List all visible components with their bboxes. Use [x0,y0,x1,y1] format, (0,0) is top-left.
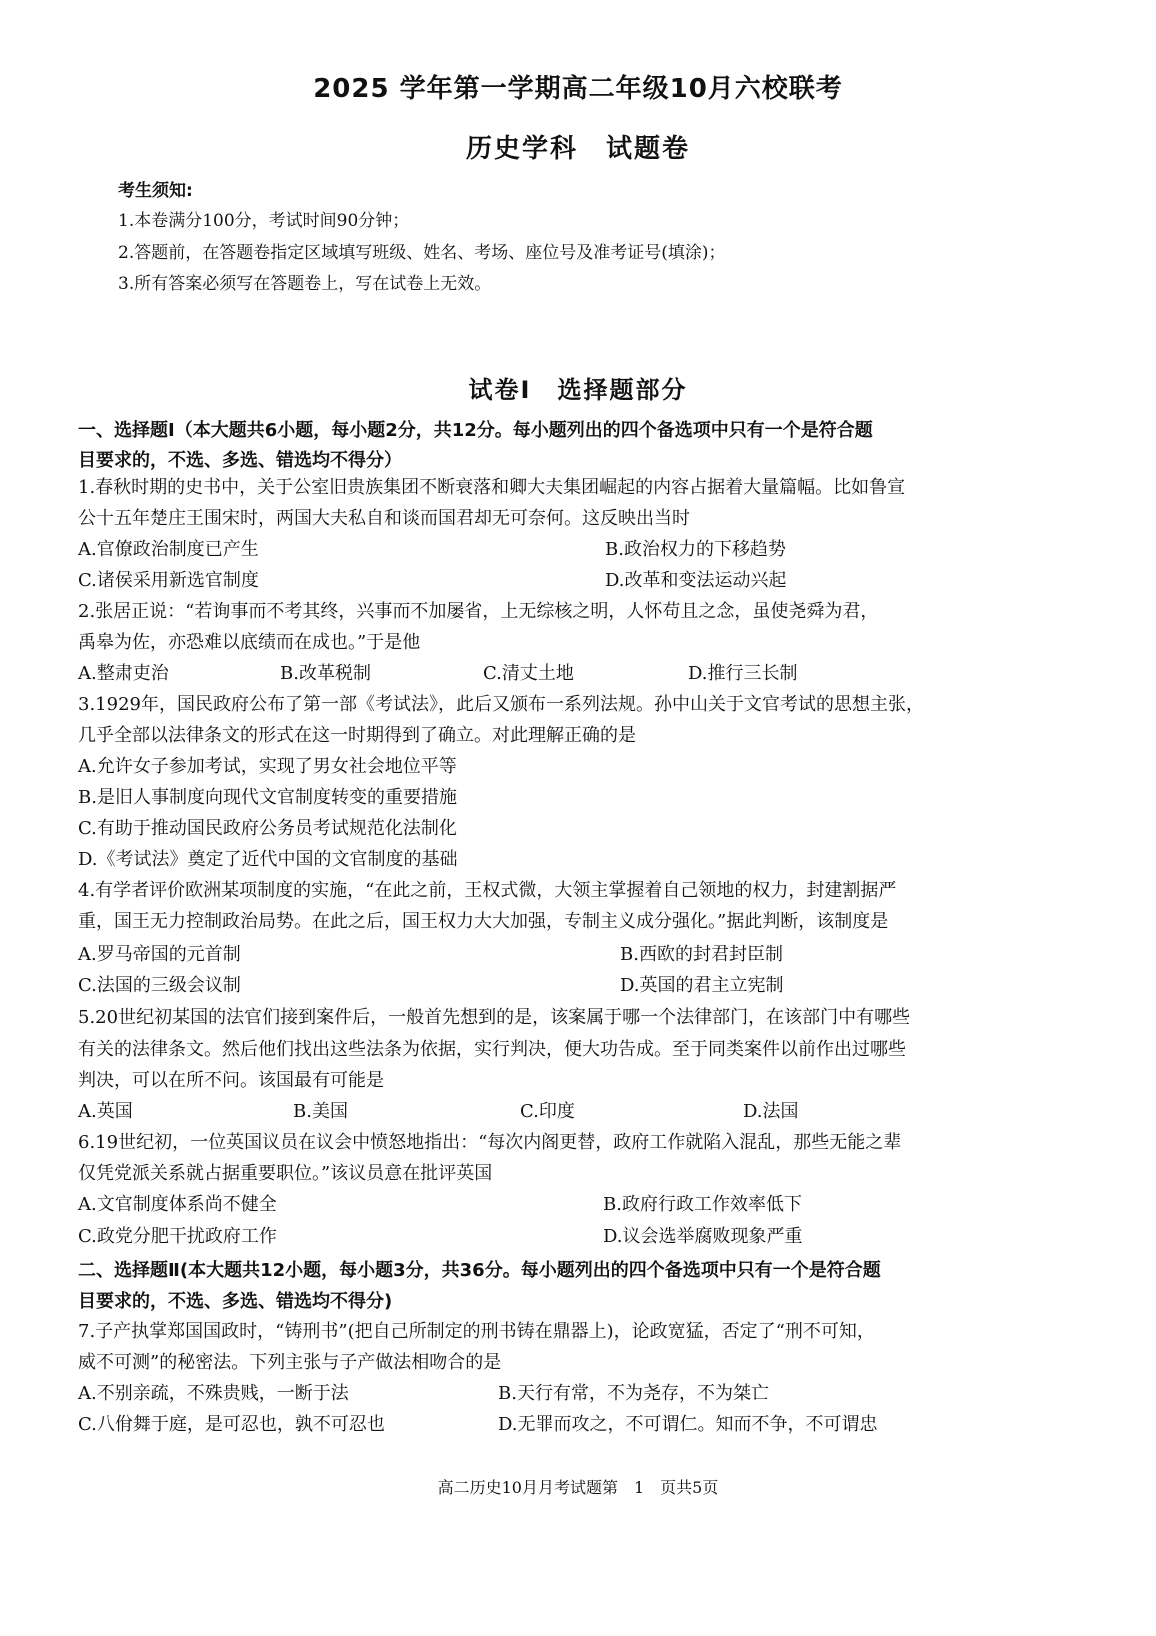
option-b: B.西欧的封君封臣制 [620,944,783,965]
option-d: D.无罪而攻之，不可谓仁。知而不争，不可谓忠 [498,1414,878,1435]
notice-item: 3.所有答案必须写在答题卷上，写在试卷上无效。 [118,274,492,294]
question-stem: 禹皋为佐，亦恐难以底绩而在成也。”于是他 [78,632,421,653]
option-d: D.《考试法》奠定了近代中国的文官制度的基础 [78,849,458,870]
option-d: D.议会选举腐败现象严重 [603,1226,803,1247]
notice-item: 2.答题前，在答题卷指定区域填写班级、姓名、考场、座位号及准考证号(填涂)； [118,243,726,263]
question-stem: 重，国王无力控制政治局势。在此之后，国王权力大大加强，专制主义成分强化。”据此判断，该制度是 [78,911,889,932]
option-c: C.法国的三级会议制 [78,975,241,996]
option-d: D.英国的君主立宪制 [620,975,784,996]
question-stem: 几乎全部以法律条文的形式在这一时期得到了确立。对此理解正确的是 [78,725,636,746]
question-stem: 1.春秋时期的史书中，关于公室旧贵族集团不断衰落和卿大夫集团崛起的内容占据着大量篇幅。比如鲁宣 [78,477,906,498]
option-a: A.罗马帝国的元首制 [78,944,241,965]
section1-instruction: 一、选择题Ⅰ（本大题共6小题，每小题2分，共12分。每小题列出的四个备选项中只有一个是符合题 [78,420,873,441]
option-b: B.政治权力的下移趋势 [605,539,786,560]
question-stem: 7.子产执掌郑国国政时，“铸刑书”(把自己所制定的刑书铸在鼎器上)，论政宽猛，否定了“刑不可知， [78,1321,875,1342]
option-b: B.改革税制 [280,663,371,684]
option-a: A.整肃吏治 [78,663,169,684]
question-stem: 威不可测”的秘密法。下列主张与子产做法相吻合的是 [78,1352,502,1373]
option-c: C.印度 [520,1101,575,1122]
option-b: B.天行有常，不为尧存，不为桀亡 [498,1383,769,1404]
question-stem: 2.张居正说：“若询事而不考其终，兴事而不加屡省，上无综核之明，人怀苟且之念，虽使尧舜为君， [78,601,879,622]
option-a: A.文官制度体系尚不健全 [78,1194,277,1215]
question-stem: 4.有学者评价欧洲某项制度的实施，“在此之前，王权式微，大领主掌握着自己领地的权力，封建割据严 [78,880,897,901]
option-a: A.官僚政治制度已产生 [78,539,259,560]
option-b: B.政府行政工作效率低下 [603,1194,802,1215]
option-c: C.清丈土地 [483,663,574,684]
exam-subtitle: 历史学科 试题卷 [465,134,690,164]
question-stem: 有关的法律条文。然后他们找出这些法条为依据，实行判决，便大功告成。至于同类案件以前作出过哪些 [78,1039,906,1060]
question-stem: 公十五年楚庄王围宋时，两国大夫私自和谈而国君却无可奈何。这反映出当时 [78,508,690,529]
exam-title: 2025 学年第一学期高二年级10月六校联考 [313,74,843,104]
option-a: A.不别亲疏，不殊贵贱，一断于法 [78,1383,349,1404]
option-c: C.政党分肥干扰政府工作 [78,1226,277,1247]
option-d: D.推行三长制 [688,663,798,684]
page-footer: 高二历史10月月考试题第 1 页共5页 [437,1478,719,1497]
option-d: D.改革和变法运动兴起 [605,570,787,591]
notice-heading: 考生须知: [118,181,193,201]
option-b: B.美国 [293,1101,348,1122]
notice-item: 1.本卷满分100分，考试时间90分钟； [118,211,410,231]
option-d: D.法国 [743,1101,799,1122]
option-b: B.是旧人事制度向现代文官制度转变的重要措施 [78,787,457,808]
option-c: C.有助于推动国民政府公务员考试规范化法制化 [78,818,457,839]
option-c: C.八佾舞于庭，是可忍也，孰不可忍也 [78,1414,385,1435]
section2-instruction: 二、选择题Ⅱ(本大题共12小题，每小题3分，共36分。每小题列出的四个备选项中只有一个是符合题 [78,1260,881,1281]
section2-instruction: 目要求的，不选、多选、错选均不得分) [78,1291,393,1312]
question-stem: 仅凭党派关系就占据重要职位。”该议员意在批评英国 [78,1163,493,1184]
option-a: A.英国 [78,1101,133,1122]
option-a: A.允许女子参加考试，实现了男女社会地位平等 [78,756,457,777]
question-stem: 5.20世纪初某国的法官们接到案件后，一般首先想到的是，该案属于哪一个法律部门，在该部门中有哪些 [78,1007,911,1028]
section1-instruction: 目要求的，不选、多选、错选均不得分） [78,450,402,471]
option-c: C.诸侯采用新选官制度 [78,570,259,591]
question-stem: 判决，可以在所不问。该国最有可能是 [78,1070,384,1091]
question-stem: 6.19世纪初，一位英国议员在议会中愤怒地指出：“每次内阁更替，政府工作就陷入混乱，那些无能之辈 [78,1132,902,1153]
question-stem: 3.1929年，国民政府公布了第一部《考试法》，此后又颁布一系列法规。孙中山关于文官考试的思想主张， [78,694,924,715]
part1-title: 试卷Ⅰ 选择题部分 [468,376,688,404]
